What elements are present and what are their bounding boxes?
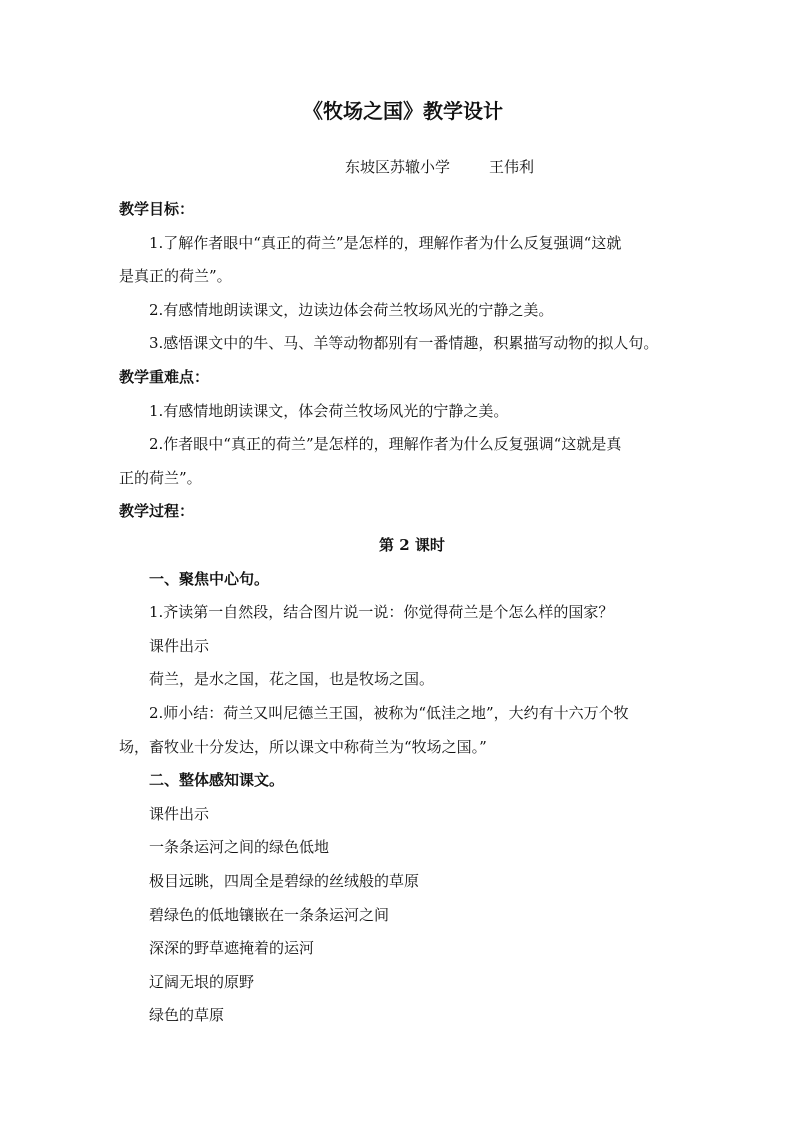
section-2-phrase: 深深的野草遮掩着的运河: [149, 939, 315, 957]
author-school: 东坡区苏辙小学: [345, 158, 451, 176]
section-2-phrase: 极目远眺，四周全是碧绿的丝绒般的草原: [149, 872, 420, 890]
key-point-1: 1.有感情地朗读课文，体会荷兰牧场风光的宁静之美。: [149, 402, 509, 420]
key-point-2-line-1: 2.作者眼中“真正的荷兰”是怎样的，理解作者为什么反复强调“这就是真: [149, 435, 622, 453]
section-1-courseware: 课件出示: [149, 637, 210, 655]
key-points-heading: 教学重难点：: [119, 368, 210, 386]
objective-1-line-1: 1.了解作者眼中“真正的荷兰”是怎样的，理解作者为什么反复强调“这就: [149, 234, 622, 252]
section-2-phrase: 碧绿色的低地镶嵌在一条条运河之间: [149, 906, 390, 924]
document-title: 《牧场之国》教学设计: [303, 99, 503, 123]
lesson-label: 第 2 课时: [379, 536, 445, 554]
section-1-heading: 一、聚焦中心句。: [149, 570, 270, 588]
objective-2: 2.有感情地朗读课文，边读边体会荷兰牧场风光的宁静之美。: [149, 301, 554, 319]
key-point-2-line-2: 正的荷兰”。: [119, 469, 202, 487]
section-1-item-2-line-2: 场，畜牧业十分发达，所以课文中称荷兰为“牧场之国。”: [119, 738, 487, 756]
section-1-item-1: 1.齐读第一自然段，结合图片说一说：你觉得荷兰是个怎么样的国家？: [149, 603, 614, 621]
author-name: 王伟利: [489, 158, 535, 176]
section-2-phrase: 辽阔无垠的原野: [149, 973, 255, 991]
section-1-item-2-line-1: 2.师小结：荷兰又叫尼德兰王国，被称为“低洼之地”，大约有十六万个牧: [149, 704, 629, 722]
section-2-courseware: 课件出示: [149, 805, 210, 823]
objective-1-line-2: 是真正的荷兰”。: [119, 267, 232, 285]
section-1-quote: 荷兰，是水之国，花之国，也是牧场之国。: [149, 670, 435, 688]
section-2-phrase: 绿色的草原: [149, 1006, 225, 1024]
section-2-heading: 二、整体感知课文。: [149, 771, 285, 789]
section-2-phrase: 一条条运河之间的绿色低地: [149, 838, 330, 856]
objective-3: 3.感悟课文中的牛、马、羊等动物都别有一番情趣，积累描写动物的拟人句。: [149, 334, 659, 352]
objectives-heading: 教学目标：: [119, 200, 195, 218]
process-heading: 教学过程：: [119, 502, 195, 520]
